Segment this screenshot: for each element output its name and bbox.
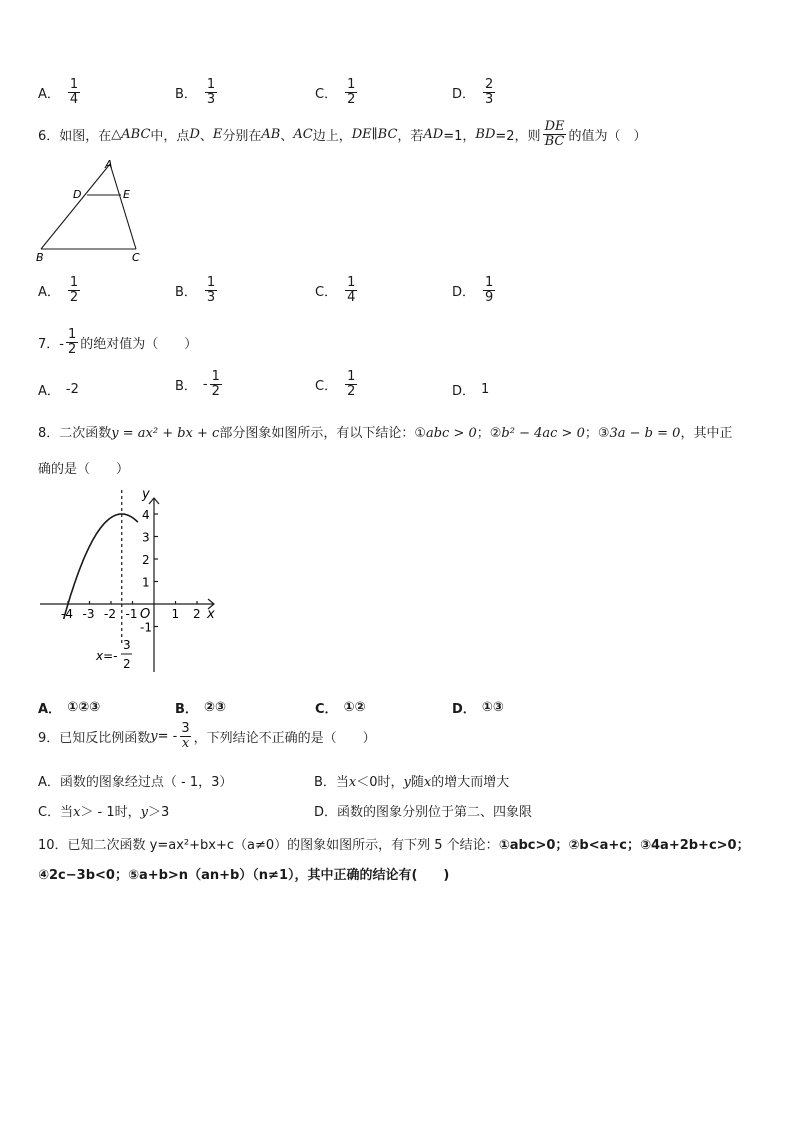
x-axis-label: x xyxy=(207,607,215,622)
q8-option-d[interactable]: D． ①③ xyxy=(452,700,504,717)
q5-option-a[interactable] xyxy=(38,78,82,106)
side-ac xyxy=(110,164,136,249)
symmetry-den: 2 xyxy=(123,657,131,671)
fraction: $\frac{1}{9}$ xyxy=(485,275,494,305)
fraction: $\frac{DE}{BC}$ xyxy=(544,119,565,149)
symmetry-equation: x=- xyxy=(96,649,118,663)
y-axis-label: y xyxy=(142,487,150,502)
y-tick-label: 1 xyxy=(142,575,150,590)
y-tick-label: 4 xyxy=(142,508,150,522)
fraction: $\frac{1}{4}$ xyxy=(69,77,79,107)
fraction: $\frac{1}{2}$ xyxy=(67,327,77,357)
triangle-figure xyxy=(30,158,150,266)
option-label: B． xyxy=(175,86,197,102)
q6-option-c[interactable]: C． $\frac{1}{4}$ xyxy=(315,275,356,305)
fraction: $\frac{2}{3}$ xyxy=(485,77,494,107)
x-tick-label: 2 xyxy=(193,607,201,621)
fraction: $\frac{1}{2}$ xyxy=(69,275,79,305)
q7-option-a[interactable]: A． -2 xyxy=(38,382,79,399)
q6-option-a[interactable]: A． $\frac{1}{2}$ xyxy=(38,275,79,305)
option-label: C． xyxy=(315,86,338,102)
q10-stem-line2: ④2c−3b<0；⑤a+b>n（an+b）（n≠1），其中正确的结论有( ) xyxy=(38,868,450,883)
option-label: D． xyxy=(452,86,476,102)
parabola-graph xyxy=(36,486,226,678)
vertex-label-b: B xyxy=(36,251,44,264)
q6-option-b[interactable]: B． $\frac{1}{3}$ xyxy=(175,275,216,305)
fraction: $\frac{1}{2}$ xyxy=(211,369,220,399)
symmetry-num: 3 xyxy=(123,638,131,652)
q8-option-c[interactable]: C． ①② xyxy=(315,700,366,717)
q7-option-c[interactable]: C． $\frac{1}{2}$ xyxy=(315,369,356,399)
fraction: $\frac{1}{3}$ xyxy=(206,77,216,107)
x-tick-label: 1 xyxy=(171,607,180,621)
x-tick-label: -1 xyxy=(125,607,138,621)
y-tick-label: 3 xyxy=(142,530,150,545)
x-tick-label: -2 xyxy=(104,607,116,621)
q7-option-b[interactable]: B． - $\frac{1}{2}$ xyxy=(175,369,220,399)
vertex-label-a: A xyxy=(105,158,113,171)
q9-option-d[interactable]: D．函数的图象分别位于第二、四象限 xyxy=(314,805,533,820)
q6-option-d[interactable]: D． $\frac{1}{9}$ xyxy=(452,275,494,305)
q7-stem: 7．- $\frac{1}{2}$ 的绝对值为（ ） xyxy=(38,327,198,357)
x-tick-label: -3 xyxy=(82,607,95,621)
fraction: $\frac{1}{2}$ xyxy=(347,369,356,399)
q9-option-b[interactable]: B．当x＜0时，y随x的增大而增大 xyxy=(314,775,510,790)
q6-stem: 6．如图，在 △ABC 中，点 D 、 E 分别在 AB 、 AC 边上， DE∥BC ，若 AD =1， BD =2，则 $\frac{DE}{BC}$ 的值为（ ） xyxy=(38,119,647,149)
point-label-d: D xyxy=(73,188,82,201)
fraction: $\frac{1}{3}$ xyxy=(206,275,216,305)
q10-stem-line1: 10．已知二次函数 y=ax²+bx+c（a≠0）的图象如图所示，有下列 5 个结论：①abc>0；②b<a+c；③4a+2b+c>0； xyxy=(38,838,750,853)
side-ab xyxy=(41,164,110,249)
origin-label: O xyxy=(140,607,151,622)
point-label-e: E xyxy=(123,188,130,201)
x-tick-label: -4 xyxy=(61,607,73,621)
y-tick-label: 2 xyxy=(142,553,150,567)
q9-stem: 9．已知反比例函数 y = - $\frac{3}{x}$ ，下列结论不正确的是（ ） xyxy=(38,721,376,751)
fraction: $\frac{1}{4}$ xyxy=(347,275,356,305)
q9-option-a[interactable]: A．函数的图象经过点（ - 1，3） xyxy=(38,775,233,790)
q9-option-c[interactable]: C．当x＞ - 1时，y＞3 xyxy=(38,805,170,820)
parabola-curve xyxy=(64,514,138,619)
q5-option-b[interactable] xyxy=(175,78,219,106)
q8-stem-line2: 确的是（ ） xyxy=(38,462,130,477)
q5-option-c[interactable] xyxy=(315,78,359,106)
q5-option-d[interactable] xyxy=(452,78,497,106)
q8-option-b[interactable]: B． ②③ xyxy=(175,700,226,717)
q8-stem-line1: 8．二次函数y = ax² + bx + c部分图象如图所示，有以下结论：①abc > 0；②b² − 4ac > 0；③3a − b = 0，其中正 xyxy=(38,426,733,441)
fraction: $\frac{1}{2}$ xyxy=(347,77,356,107)
vertex-label-c: C xyxy=(132,251,140,264)
fraction: $\frac{3}{x}$ xyxy=(181,721,190,751)
y-tick-label: -1 xyxy=(140,620,152,635)
option-label: A． xyxy=(38,86,60,102)
q7-option-d[interactable]: D． 1 xyxy=(452,382,490,399)
q8-option-a[interactable]: A． ①②③ xyxy=(38,700,101,717)
